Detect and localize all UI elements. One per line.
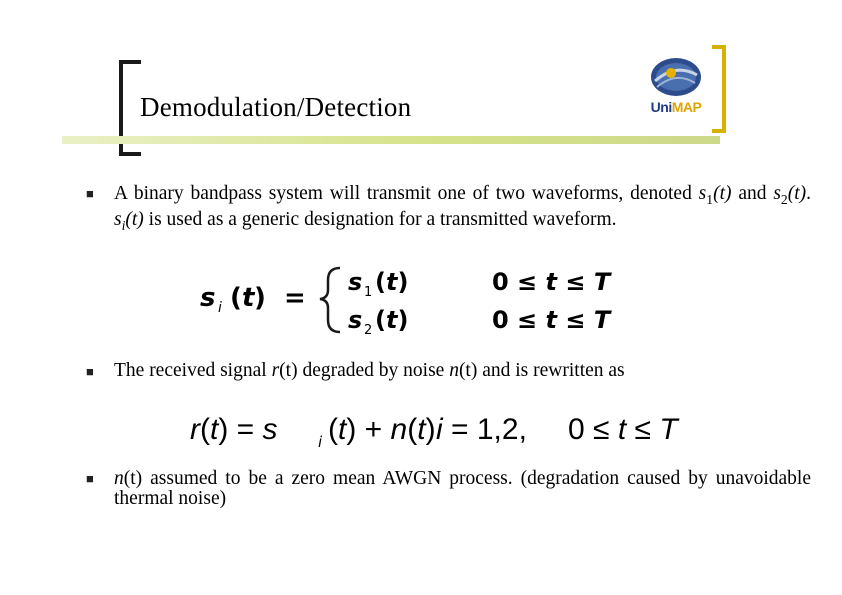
eq2-index: i = 1,2, xyxy=(436,413,527,446)
equation-signal-definition xyxy=(200,262,660,337)
svg-text:s: s xyxy=(348,306,363,334)
unimap-logo-icon xyxy=(645,55,707,103)
svg-text:(t) + n(t): (t) + n(t) xyxy=(328,413,436,446)
eq2-condition: 0 ≤ t ≤ T xyxy=(568,413,678,446)
svg-text:): ) xyxy=(254,283,266,313)
slide-title: Demodulation/Detection xyxy=(140,92,412,122)
bullet-marker: ■ xyxy=(86,186,94,201)
bullet-marker: ■ xyxy=(86,364,94,379)
title-right-bracket xyxy=(712,45,726,133)
eq1-condition-2: 0 ≤ t ≤ T xyxy=(492,306,611,334)
equation-received-signal xyxy=(190,405,690,450)
paragraph-received-signal: The received signal r(t) degraded by noise n(t) and is rewritten as xyxy=(114,360,625,381)
paragraph-awgn: n(t) assumed to be a zero mean AWGN process. (degradation caused by unavoidable thermal noise) xyxy=(114,468,811,509)
svg-text:t: t xyxy=(242,283,255,313)
svg-text:(t): (t) xyxy=(375,306,409,334)
paragraph-binary-system: A binary bandpass system will transmit one of two waveforms, denoted $s_1(t)$ and $s_2(t)$. $s_i(t)$ is used as a generic designation for a transmitted waveform. xyxy=(114,183,812,233)
eq2-lhs: r(t) = s xyxy=(190,413,278,446)
bullet-marker: ■ xyxy=(86,471,94,486)
svg-text:=: = xyxy=(284,283,306,313)
unimap-logo xyxy=(645,55,707,127)
svg-text:i: i xyxy=(218,300,222,316)
svg-text:s: s xyxy=(348,268,363,296)
eq1-lhs: s xyxy=(200,283,216,313)
svg-text:1: 1 xyxy=(364,285,373,300)
eq1-brace xyxy=(320,268,340,332)
svg-text:i: i xyxy=(318,433,323,450)
title-underline xyxy=(62,136,720,144)
svg-text:(t): (t) xyxy=(375,268,409,296)
eq1-condition-1: 0 ≤ t ≤ T xyxy=(492,268,611,296)
svg-text:(: ( xyxy=(230,283,242,313)
svg-text:2: 2 xyxy=(364,323,373,337)
logo-wordmark: UniMAP xyxy=(650,99,702,115)
